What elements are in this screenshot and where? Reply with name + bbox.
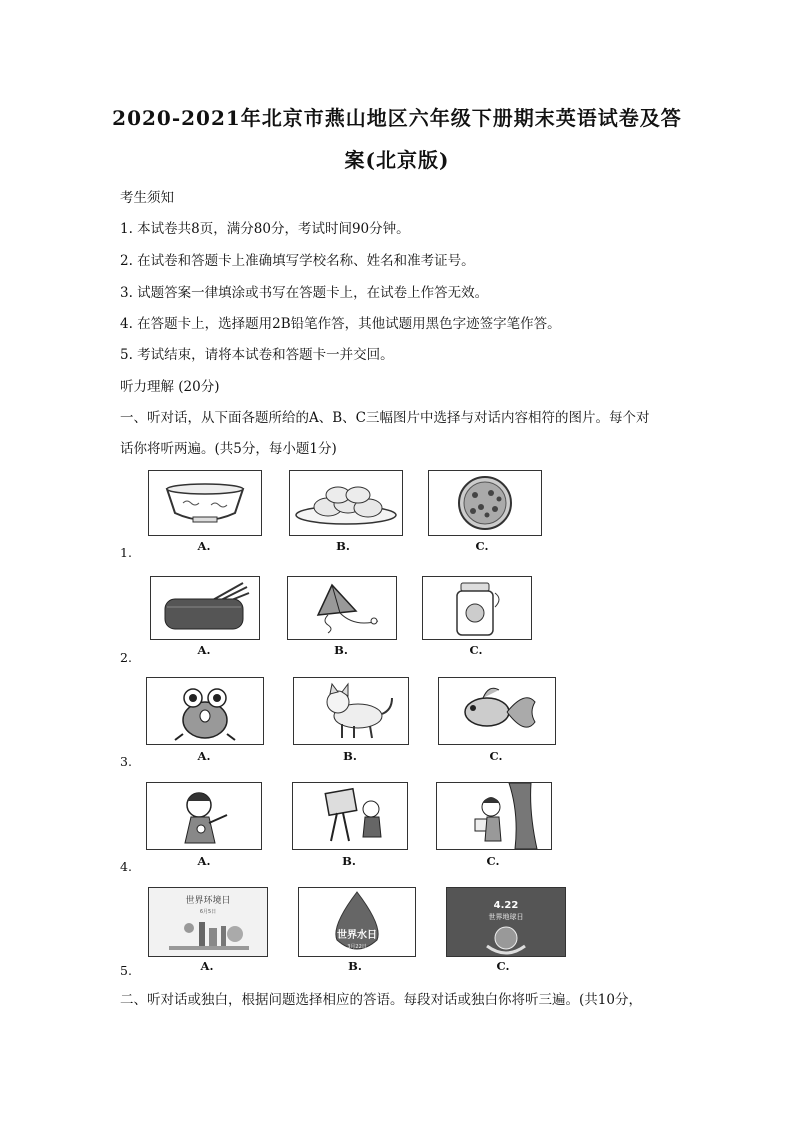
q2-option-a-label: A. xyxy=(197,643,211,657)
question-3-number: 3. xyxy=(120,754,132,769)
q4-option-b-label: B. xyxy=(342,854,356,868)
environment-day-poster[interactable] xyxy=(148,887,268,957)
q2-option-b-label: B. xyxy=(334,643,348,657)
question-5-number: 5. xyxy=(120,963,132,978)
notice-item-4: 4. 在答题卡上，选择题用2B铅笔作答，其他试题用黑色字迹签字笔作答。 xyxy=(120,316,561,332)
page-title-line1: 2020-2021年北京市燕山地区六年级下册期末英语试卷及答 xyxy=(112,106,682,130)
part1-instruction-line2: 话你将听两遍。(共5分，每小题1分) xyxy=(120,441,337,457)
question-2-number: 2. xyxy=(120,650,132,665)
question-1-number: 1. xyxy=(120,545,132,560)
q3-option-c-label: C. xyxy=(489,749,503,763)
q1-option-b-label: B. xyxy=(336,539,350,553)
water-poster-date: 3月22日 xyxy=(347,944,367,950)
q1-option-a-label: A. xyxy=(197,539,211,553)
water-day-poster[interactable] xyxy=(298,887,416,957)
notice-heading: 考生须知 xyxy=(120,190,174,206)
water-bottle-icon[interactable] xyxy=(422,576,532,640)
goldfish-icon[interactable] xyxy=(438,677,556,745)
kite-icon[interactable] xyxy=(287,576,397,640)
earth-day-poster[interactable] xyxy=(446,887,566,957)
part2-instruction-line1: 二、听对话或独白，根据问题选择相应的答语。每段对话或独白你将听三遍。(共10分， xyxy=(120,992,642,1008)
girl-reading-tree-icon[interactable] xyxy=(436,782,552,850)
pencil-case-icon[interactable] xyxy=(150,576,260,640)
q3-option-b-label: B. xyxy=(343,749,357,763)
girl-talking-icon[interactable] xyxy=(146,782,262,850)
q5-option-a-label: A. xyxy=(200,959,214,973)
listening-heading: 听力理解 (20分) xyxy=(120,379,220,395)
env-poster-date: 6月5日 xyxy=(199,909,217,915)
q3-option-a-label: A. xyxy=(197,749,211,763)
earth-poster-date: 4.22 xyxy=(493,900,519,911)
cat-icon[interactable] xyxy=(293,677,409,745)
page-title-line2: 案(北京版) xyxy=(344,148,450,172)
q2-option-c-label: C. xyxy=(469,643,483,657)
q5-option-b-label: B. xyxy=(348,959,362,973)
question-4-number: 4. xyxy=(120,859,132,874)
girl-painting-icon[interactable] xyxy=(292,782,408,850)
pizza-icon[interactable] xyxy=(428,470,542,536)
env-poster-title: 世界环境日 xyxy=(185,896,231,906)
notice-item-1: 1. 本试卷共8页，满分80分，考试时间90分钟。 xyxy=(120,221,410,237)
q4-option-c-label: C. xyxy=(486,854,500,868)
bowl-icon[interactable] xyxy=(148,470,262,536)
frog-icon[interactable] xyxy=(146,677,264,745)
dumplings-icon[interactable] xyxy=(289,470,403,536)
notice-item-3: 3. 试题答案一律填涂或书写在答题卡上，在试卷上作答无效。 xyxy=(120,285,489,301)
notice-item-5: 5. 考试结束，请将本试卷和答题卡一并交回。 xyxy=(120,347,394,363)
earth-poster-title: 世界地球日 xyxy=(488,913,524,921)
q4-option-a-label: A. xyxy=(197,854,211,868)
q5-option-c-label: C. xyxy=(496,959,510,973)
part1-instruction-line1: 一、听对话，从下面各题所给的A、B、C三幅图片中选择与对话内容相符的图片。每个对 xyxy=(120,410,650,426)
water-poster-title: 世界水日 xyxy=(337,930,377,941)
q1-option-c-label: C. xyxy=(475,539,489,553)
notice-item-2: 2. 在试卷和答题卡上准确填写学校名称、姓名和准考证号。 xyxy=(120,253,475,269)
